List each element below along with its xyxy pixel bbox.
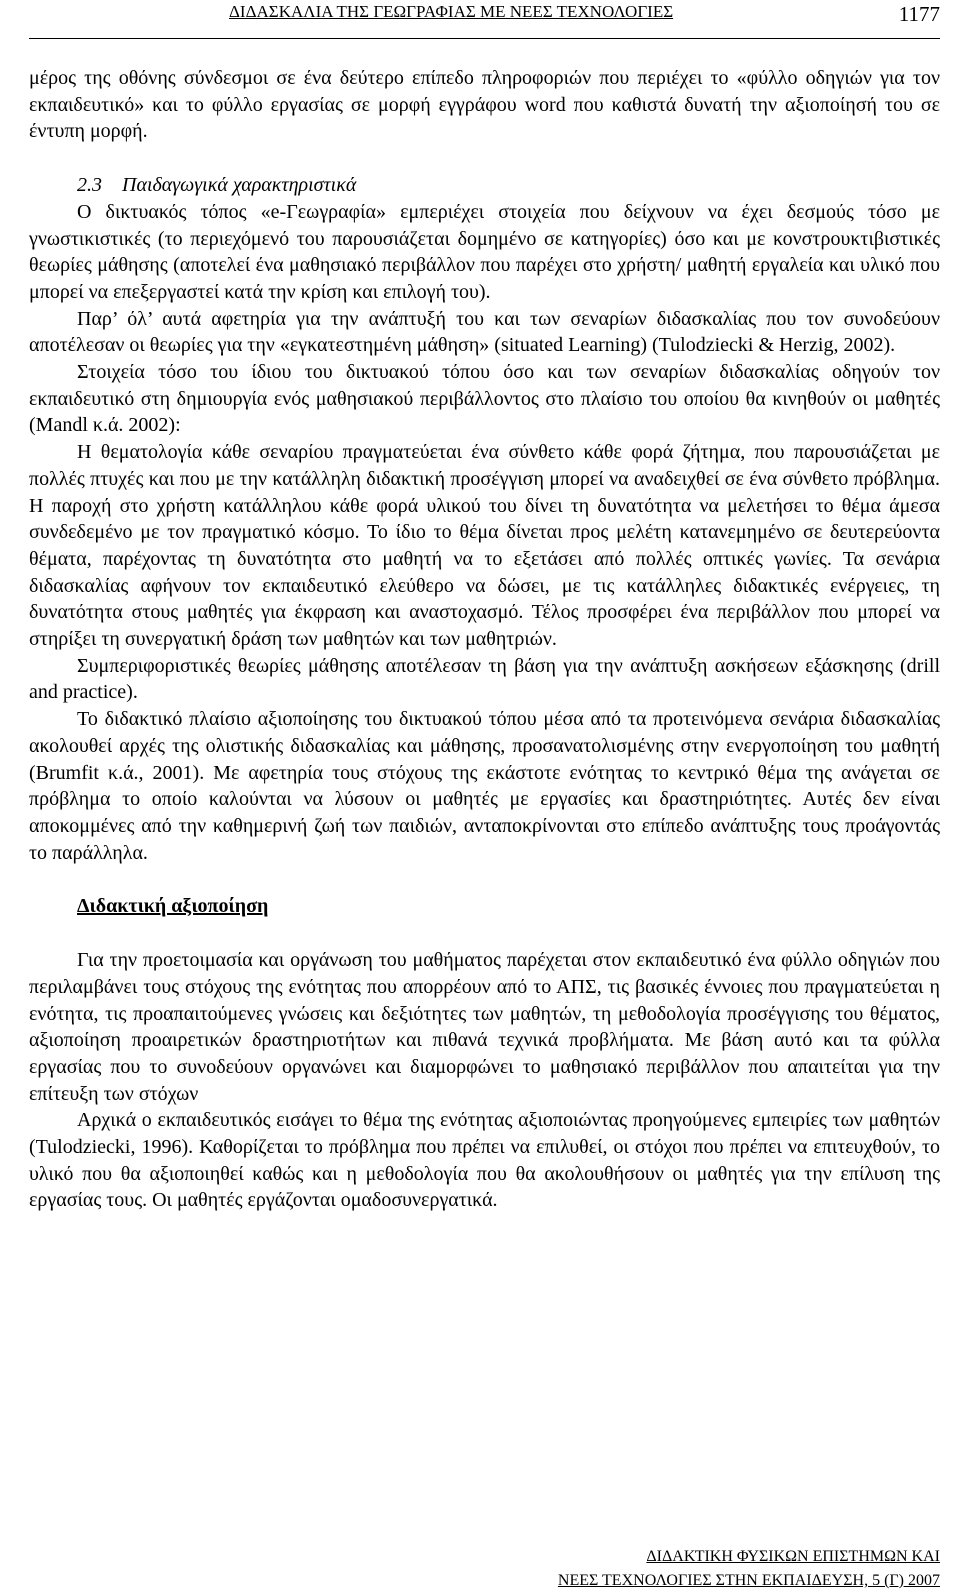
footer-line: ΔΙΔΑΚΤΙΚΗ ΦΥΣΙΚΩΝ ΕΠΙΣΤΗΜΩΝ ΚΑΙ <box>646 1548 940 1565</box>
article-body <box>29 65 940 1214</box>
subheading: Διδακτική αξιοποίηση <box>77 895 269 918</box>
running-header <box>29 0 940 39</box>
paragraph: Η θεματολογία κάθε σεναρίου πραγματεύεται ένα σύνθετο κάθε φορά ζήτημα, που παρουσιάζεται με πολλές πτυχές και που με την κατάλληλη διδακτική προσέγγιση μπορεί να αναδειχθεί σε ένα σύνθετο πρόβλημα. Η παροχή στο χρήστη κατάλληλου κάθε φορά υλικού του δίνει τη δυνατότητα να μελετήσει το θέμα άμεσα συνδεδεμένο με τον πραγματικό κόσμο. Το ίδιο το θέμα δίνεται προς μελέτη κατανεμημένο σε δευτερεύοντα θέματα, παρέχοντας τη δυνατότητα στο μαθητή να το εξετάσει από πολλές οπτικές γωνίες. Τα σενάρια διδασκαλίας αφήνουν τον εκπαιδευτικό ελεύθερο να δώσει, με τις κατάλληλες διδακτικές ενέργειες, τη δυνατότητα στους μαθητές για έκφραση και αναστοχασμό. Τέλος προσφέρει ένα περιβάλλον που μπορεί να στηρίξει τη συνεργατική δράση των μαθητών και των μαθητριών. <box>29 441 940 651</box>
paragraph-gap <box>29 145 940 172</box>
intro-paragraph: μέρος της οθόνης σύνδεσμοι σε ένα δεύτερο επίπεδο πληροφοριών που περιέχει το «φύλλο οδηγιών για τον εκπαιδευτικό» και το φύλλο εργασίας σε μορφή εγγράφου word που καθιστά δυνατή την αξιοποίησή του σε έντυπη μορφή. <box>29 67 940 143</box>
paragraph: Ο δικτυακός τόπος «e-Γεωγραφία» εμπεριέχει στοιχεία που δείχνουν να έχει δεσμούς τόσο με γνωστικιστικές (το περιεχόμενό του παρουσιάζεται δομημένο σε κατηγορίες) όσο και με κονστρουκτιβιστικές θεωρίες μάθησης (αποτελεί ένα μαθησιακό περιβάλλον που παρέχει στο χρήστη/ μαθητή εργαλεία και υλικό που μπορεί να επεξεργαστεί κατά την κρίση και επιλογή του). <box>29 200 940 303</box>
section-number: 2.3 <box>77 174 102 197</box>
paragraph: Για την προετοιμασία και οργάνωση του μαθήματος παρέχεται στον εκπαιδευτικό ένα φύλλο οδηγιών που περιλαμβάνει τους στόχους της ενότητας που απορρέουν από το ΑΠΣ, τις βασικές έννοιες που πραγματεύεται η ενότητα, τις προαπαιτούμενες γνώσεις και δεξιότητες των μαθητών, τη μεθοδολογία προσέγγισης του θέματος, αξιοποίηση προαιρετικών δραστηριοτήτων και πιθανά τεχνικά προβλήματα. Με βάση αυτό και τα φύλλα εργασίας που το συνοδεύουν οργανώνει και διαμορφώνει το μαθησιακό περιβάλλον που απαιτείται για την επίτευξη των στόχων <box>29 949 940 1105</box>
running-header-title: ΔΙΔΑΣΚΑΛΙΑ ΤΗΣ ΓΕΩΓΡΑΦΙΑΣ ΜΕ ΝΕΕΣ ΤΕΧΝΟΛΟΓΙΕΣ <box>229 2 674 21</box>
journal-footer <box>558 1545 940 1593</box>
section-title: Παιδαγωγικά χαρακτηριστικά <box>122 174 357 197</box>
paragraph: Το διδακτικό πλαίσιο αξιοποίησης του δικτυακού τόπου μέσα από τα προτεινόμενα σενάρια διδασκαλίας ακολουθεί αρχές της ολιστικής διδασκαλίας και μάθησης, προσανατολισμένης στην ενεργοποίηση του μαθητή (Brumfit κ.ά., 2001). Με αφετηρία τους στόχους της εκάστοτε ενότητας το κεντρικό θέμα της ανάγεται σε πρόβλημα το οποίο καλούνται να λύσουν οι μαθητές με εργασίες και δραστηριότητες. Αυτές δεν είναι αποκομμένες από την καθημερινή ζωή των παιδιών, ανταποκρίνονται στο επίπεδο ανάπτυξης τους προάγοντάς το παράλληλα. <box>29 708 940 864</box>
paragraph: Συμπεριφοριστικές θεωρίες μάθησης αποτέλεσαν τη βάση για την ανάπτυξη ασκήσεων εξάσκησης (drill and practice). <box>29 654 940 704</box>
paragraph-gap <box>29 866 940 893</box>
paragraph: Παρ’ όλ’ αυτά αφετηρία για την ανάπτυξή του και των σεναρίων διδασκαλίας που τον συνοδεύουν αποτέλεσαν οι θεωρίες για την «εγκατεστημένη μάθηση» (situated Learning) (Tulodziecki & Herzig, 2002). <box>29 307 940 357</box>
page-number: 1177 <box>898 2 940 26</box>
section-heading <box>29 172 940 199</box>
paragraph: Αρχικά ο εκπαιδευτικός εισάγει το θέμα της ενότητας αξιοποιώντας προηγούμενες εμπειρίες των μαθητών (Tulodziecki, 1996). Καθορίζεται το πρόβλημα που πρέπει να επιλυθεί, οι στόχοι που πρέπει να επιτευχθούν, το υλικό που θα αξιοποιηθεί καθώς και η μεθοδολογία που θα ακολουθήσουν οι μαθητές για την επίλυση της εργασίας τους. Οι μαθητές εργάζονται ομαδοσυνεργατικά. <box>29 1109 940 1212</box>
footer-line: ΝΕΕΣ ΤΕΧΝΟΛΟΓΙΕΣ ΣΤΗΝ ΕΚΠΑΙΔΕΥΣΗ, 5 (Γ) 2007 <box>557 1572 940 1589</box>
paragraph-gap <box>29 920 940 947</box>
paragraph: Στοιχεία τόσο του ίδιου του δικτυακού τόπου όσο και των σεναρίων διδασκαλίας οδηγούν τον εκπαιδευτικό στη δημιουργία ενός μαθησιακού περιβάλλοντος στο πλαίσιο του οποίου θα κινηθούν οι μαθητές (Mandl κ.ά. 2002): <box>29 361 940 437</box>
